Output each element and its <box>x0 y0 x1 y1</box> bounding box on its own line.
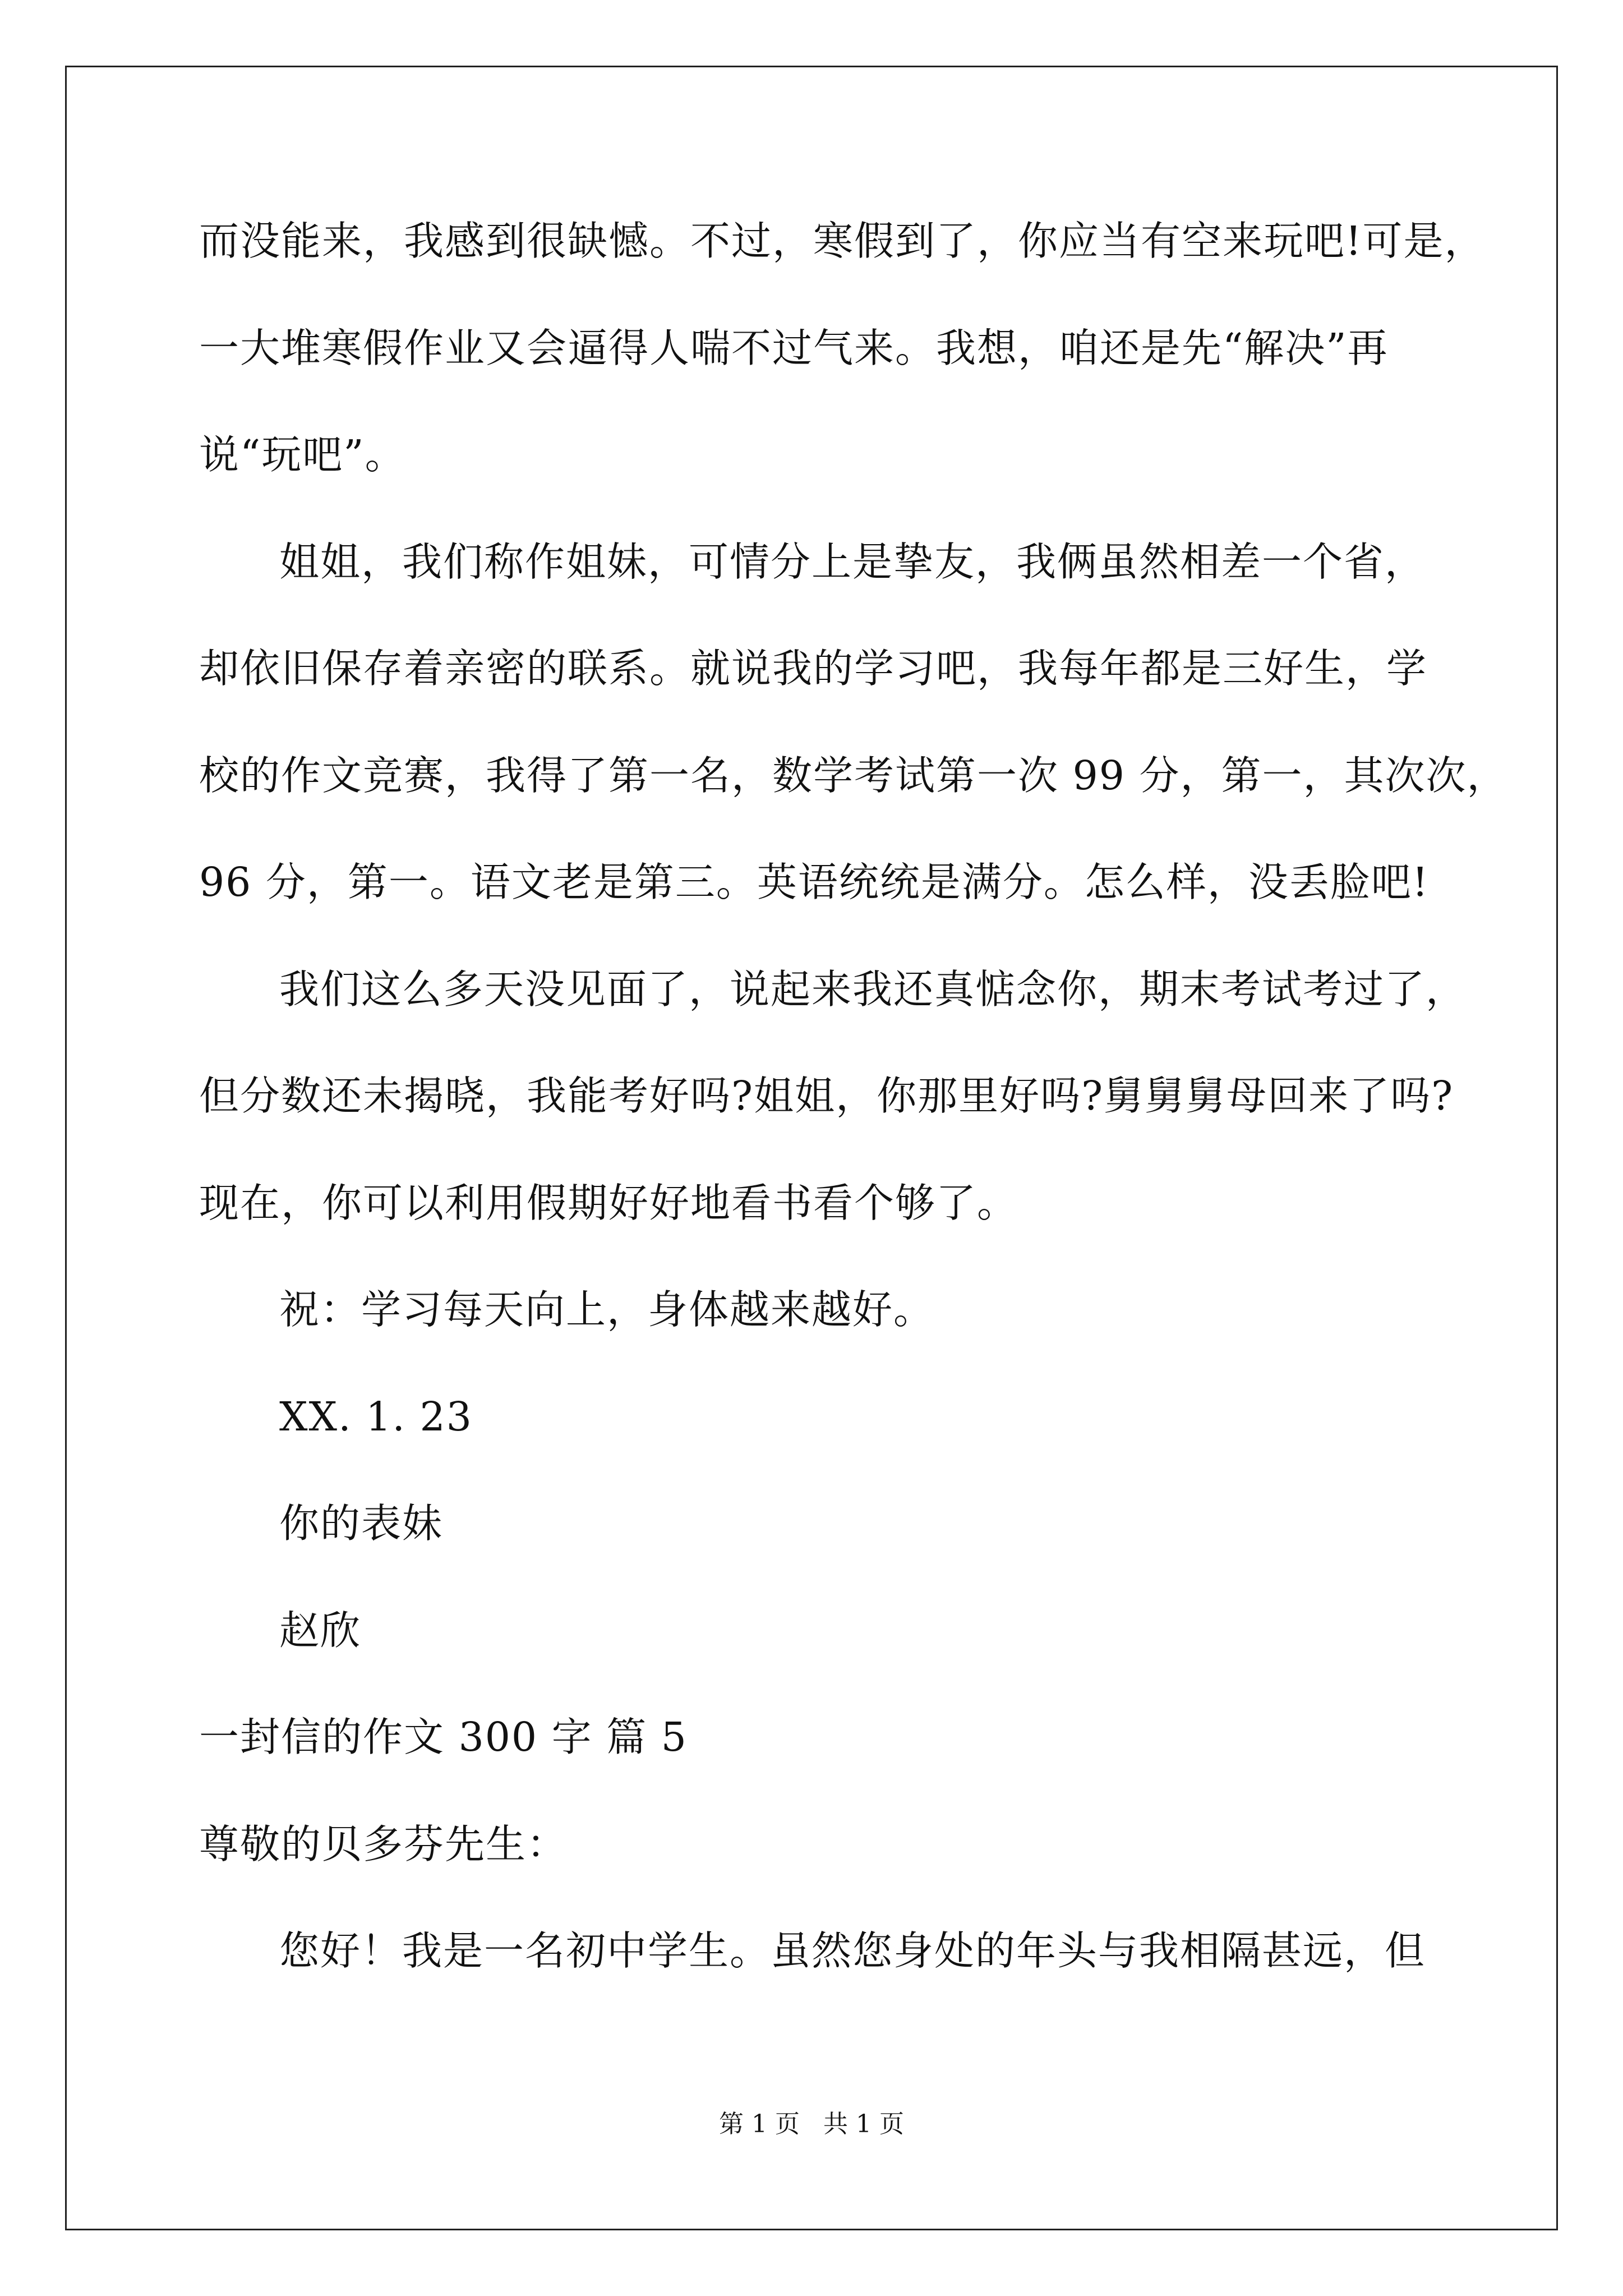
page-number: 第 1 页 <box>719 2110 800 2138</box>
paragraph-start: 您好！我是一名初中学生。虽然您身处的年头与我相隔甚远，但 <box>279 1927 1426 1974</box>
signature-name: 赵欣 <box>279 1607 362 1654</box>
page-total: 共 1 页 <box>823 2110 904 2138</box>
section-heading: 一封信的作文 300 字 篇 5 <box>199 1714 688 1760</box>
paragraph-start: 姐姐，我们称作姐妹，可情分上是挚友，我俩虽然相差一个省， <box>279 539 1426 585</box>
text-line: 而没能来，我感到很缺憾。不过，寒假到了，你应当有空来玩吧!可是， <box>199 218 1486 264</box>
signature-relation: 你的表妹 <box>279 1500 444 1547</box>
text-line: 现在，你可以利用假期好好地看书看个够了。 <box>199 1180 1018 1226</box>
paragraph-start: 我们这么多天没见面了，说起来我还真惦念你，期末考试考过了， <box>279 966 1467 1013</box>
text-line: 96 分，第一。语文老是第三。英语统统是满分。怎么样，没丢脸吧! <box>199 859 1430 905</box>
text-line: 却依旧保存着亲密的联系。就说我的学习吧，我每年都是三好生，学 <box>199 645 1428 692</box>
text-line: 但分数还未揭晓，我能考好吗?姐姐，你那里好吗?舅舅舅母回来了吗? <box>199 1073 1454 1119</box>
page-footer <box>0 2108 1623 2141</box>
salutation: 尊敬的贝多芬先生： <box>199 1821 568 1867</box>
page-frame <box>65 66 1558 2230</box>
text-line: 说“玩吧”。 <box>199 431 406 478</box>
text-line: 一大堆寒假作业又会逼得人喘不过气来。我想，咱还是先“解决”再 <box>199 325 1389 371</box>
closing-wish: 祝：学习每天向上，身体越来越好。 <box>279 1286 935 1333</box>
text-line: 校的作文竞赛，我得了第一名，数学考试第一次 99 分，第一，其次次， <box>199 752 1508 799</box>
letter-date: XX. 1. 23 <box>279 1393 473 1440</box>
